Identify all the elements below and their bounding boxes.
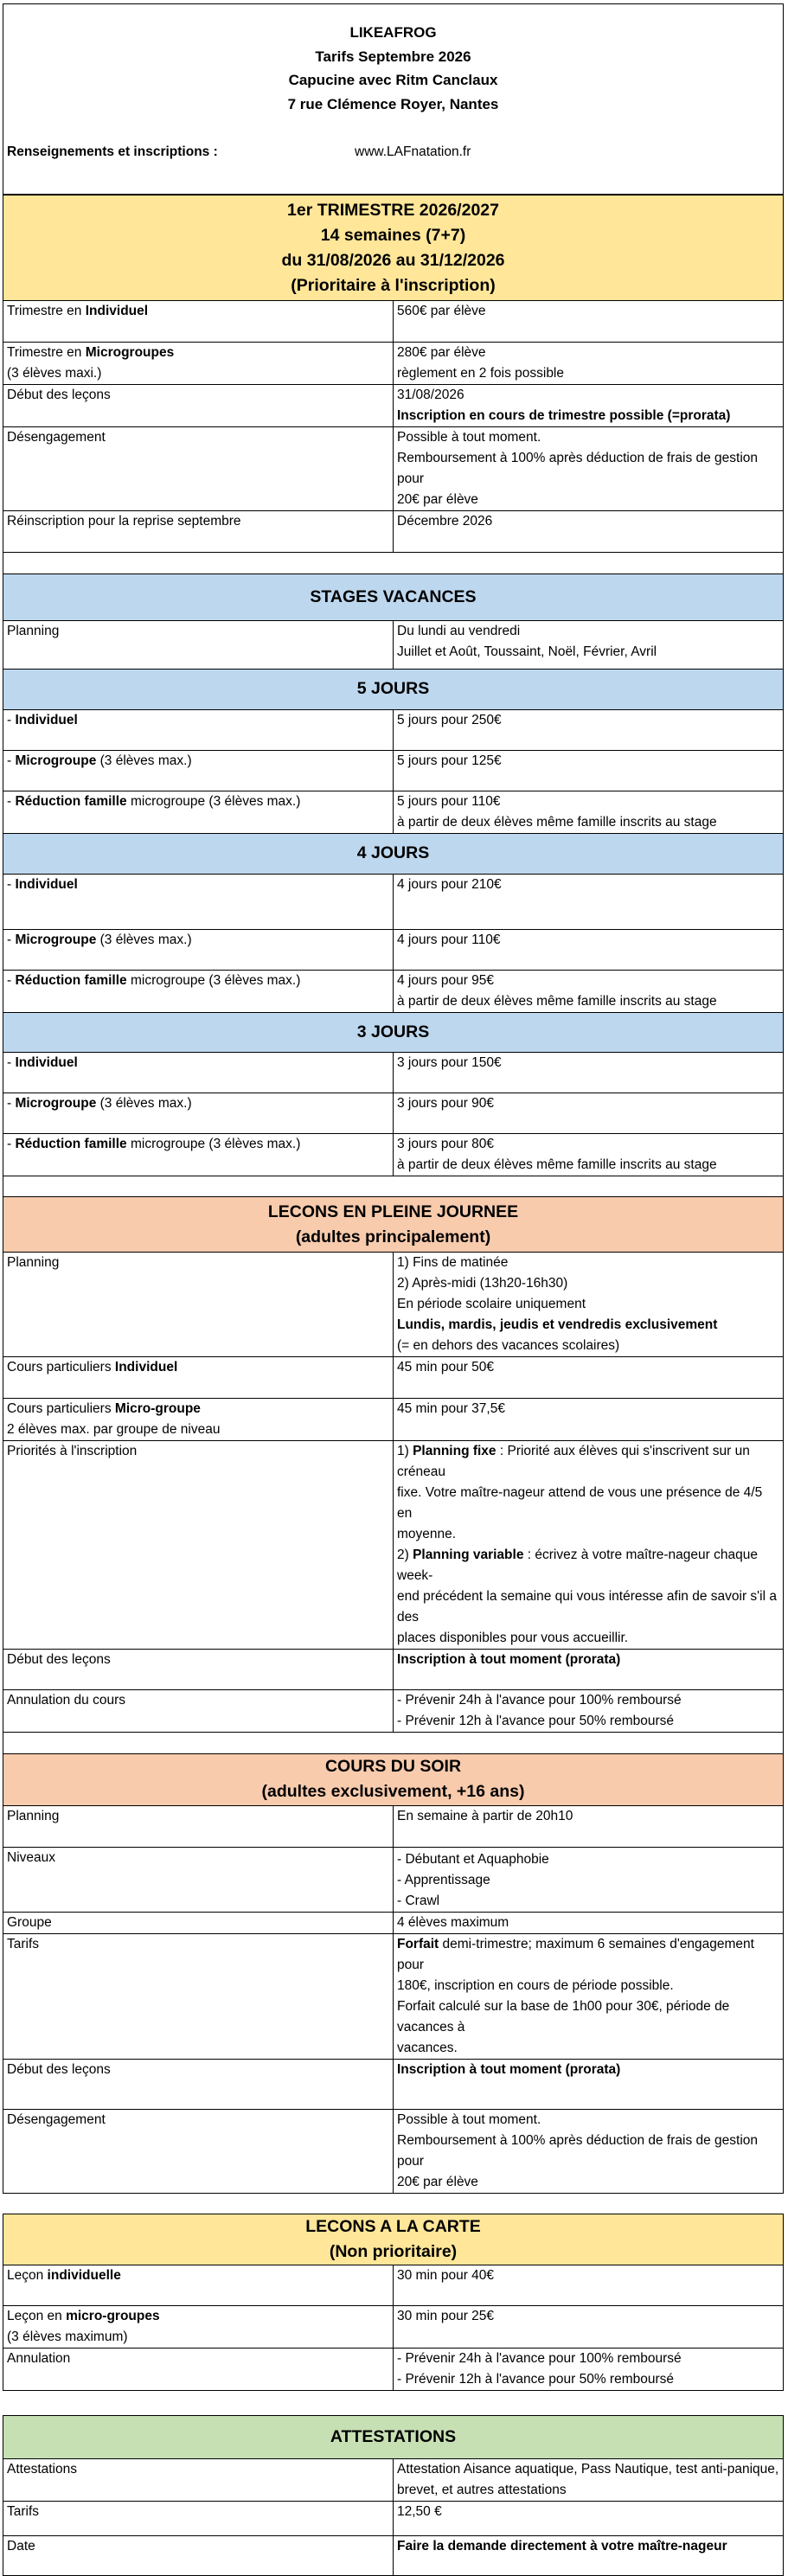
value-text: - Apprentissage: [397, 1872, 490, 1887]
row-value: [394, 874, 784, 929]
row-label: [3, 511, 394, 553]
stage-3-days-header: 3 JOURS: [3, 1012, 784, 1052]
table-row: [3, 1847, 784, 1912]
attestations-header: ATTESTATIONS: [3, 2415, 784, 2458]
label-bold: Individuel: [85, 304, 149, 318]
value-text: 4 élèves maximum: [397, 1914, 509, 1930]
row-label: [3, 1847, 394, 1912]
dash: -: [7, 1136, 16, 1151]
row-label: [3, 385, 394, 427]
table-row: [3, 1650, 784, 1690]
row-label: [3, 1093, 394, 1133]
row-value: [394, 1093, 784, 1133]
value-text: (= en dehors des vacances scolaires): [397, 1338, 620, 1353]
row-label: [3, 791, 394, 833]
label-bold: micro-groupes: [66, 2309, 160, 2323]
value-text: Possible à tout moment.: [397, 2111, 541, 2127]
label-text: Désengagement: [7, 2111, 106, 2127]
venue-name: Capucine avec Ritm Canclaux: [288, 72, 498, 88]
label-text: Tarifs: [7, 1936, 40, 1951]
row-label: [3, 2501, 394, 2535]
value-text: 3 jours pour 150€: [397, 1054, 502, 1070]
label-text: Annulation du cours: [7, 1693, 126, 1708]
row-label: [3, 2458, 394, 2501]
row-label: [3, 427, 394, 511]
soir-header: [3, 1753, 784, 1805]
table-row: [3, 343, 784, 385]
value-text: fixe. Votre maître-nageur attend de vous une présence de 4/5 en: [397, 1485, 763, 1521]
soir-table: [3, 1753, 784, 2214]
label-text: Début des leçons: [7, 2061, 111, 2077]
value-text: Remboursement à 100% après déduction de frais de gestion pour: [397, 451, 759, 486]
value-text: En semaine à partir de 20h10: [397, 1808, 573, 1823]
value-text: end précédent la semaine qui vous intéresse afin de savoir s'il a des: [397, 1589, 777, 1624]
label-text: Réinscription pour la reprise septembre: [7, 514, 241, 529]
row-label: [3, 874, 394, 929]
dash: -: [7, 932, 16, 947]
journee-header: [3, 1197, 784, 1253]
row-value: [394, 2535, 784, 2575]
value-bold: Faire la demande directement à votre maître-nageur: [397, 2538, 727, 2554]
value-text: 4 jours pour 210€: [397, 876, 502, 892]
row-value: [394, 1253, 784, 1357]
trimestre-priority: (Prioritaire à l'inscription): [291, 275, 496, 295]
row-label: [3, 970, 394, 1012]
trimestre-header: [3, 195, 784, 301]
value-note: règlement en 2 fois possible: [397, 366, 565, 381]
value-bold: Inscription à tout moment (prorata): [397, 2061, 621, 2077]
row-value: [394, 2265, 784, 2306]
row-value: [394, 1690, 784, 1733]
trimestre-title: 1er TRIMESTRE 2026/2027: [287, 200, 499, 220]
label-bold: Individuel: [15, 1054, 78, 1070]
table-row: [3, 929, 784, 970]
label-text: Planning: [7, 1808, 60, 1823]
label-text: Priorités à l'inscription: [7, 1444, 138, 1458]
row-label: [3, 929, 394, 970]
value-text: - Débutant et Aquaphobie: [397, 1851, 549, 1867]
label-bold: Individuel: [15, 876, 78, 892]
value-text: 2) Après-midi (13h20-16h30): [397, 1276, 568, 1291]
label-text: Attestations: [7, 2461, 77, 2477]
row-label: [3, 1357, 394, 1399]
value-text: Juillet et Août, Toussaint, Noël, Février, Avril: [397, 644, 657, 659]
value-text: 1): [397, 1444, 413, 1458]
value-text: 5 jours pour 110€: [397, 793, 501, 809]
label-text: Cours particuliers: [7, 1401, 115, 1416]
table-row: [3, 709, 784, 750]
label-text: Planning: [7, 1255, 60, 1270]
row-value: [394, 2501, 784, 2535]
label-text: Tarifs: [7, 2503, 40, 2519]
label-bold: Microgroupes: [85, 345, 175, 360]
table-row: [3, 1253, 784, 1357]
value-bold: Inscription à tout moment (prorata): [397, 1652, 621, 1667]
table-row: [3, 2059, 784, 2109]
table-row: [3, 750, 784, 791]
table-row: [3, 620, 784, 669]
dash: -: [7, 876, 16, 892]
row-value: [394, 2109, 784, 2193]
table-row: [3, 1093, 784, 1133]
label-bold: Individuel: [114, 1360, 178, 1375]
label-text: (3 élèves max.): [96, 1095, 192, 1111]
journee-table: [3, 1196, 784, 1753]
table-row: [3, 2109, 784, 2193]
pricing-sheet: [3, 0, 784, 2576]
value-text: En période scolaire uniquement: [397, 1297, 586, 1311]
row-label: [3, 1052, 394, 1093]
value-text: - Prévenir 12h à l'avance pour 50% remboursé: [397, 1714, 675, 1728]
label-bold: Individuel: [15, 712, 78, 727]
trimestre-dates: du 31/08/2026 au 31/12/2026: [281, 250, 505, 270]
tariff-period: Tarifs Septembre 2026: [315, 48, 471, 65]
table-row: [3, 1441, 784, 1650]
value-text: : Priorité aux élèves qui s'inscrivent sur un créneau: [397, 1444, 750, 1479]
row-value: [394, 2349, 784, 2391]
row-value: [394, 1357, 784, 1399]
label-bold: Micro-groupe: [114, 1401, 201, 1416]
row-value: [394, 343, 784, 385]
table-row: [3, 2265, 784, 2306]
table-row: [3, 2458, 784, 2501]
row-value: [394, 2306, 784, 2349]
value-text: 3 jours pour 90€: [397, 1095, 495, 1111]
value-text: Possible à tout moment.: [397, 430, 541, 445]
table-row: [3, 1805, 784, 1847]
label-text: microgroupe (3 élèves max.): [126, 972, 301, 988]
venue-address: 7 rue Clémence Royer, Nantes: [287, 95, 499, 112]
row-value: [394, 929, 784, 970]
label-bold: Microgroupe: [15, 932, 97, 947]
value-text: moyenne.: [397, 1527, 457, 1541]
header-block: [3, 3, 784, 195]
value-note: à partir de deux élèves même famille inscrits au stage: [397, 993, 717, 1009]
journee-title: LECONS EN PLEINE JOURNEE: [267, 1201, 519, 1221]
label-text: (3 élèves max.): [96, 932, 192, 947]
value-note: à partir de deux élèves même famille inscrits au stage: [397, 1157, 717, 1172]
label-text: Désengagement: [7, 430, 106, 445]
row-label: [3, 343, 394, 385]
row-label: [3, 1805, 394, 1847]
soir-subtitle: (adultes exclusivement, +16 ans): [261, 1782, 525, 1801]
table-row: [3, 385, 784, 427]
spacer: [3, 1733, 784, 1753]
stage-4-days-header: 4 JOURS: [3, 833, 784, 874]
row-value: [394, 511, 784, 553]
value-text: Remboursement à 100% après déduction de frais de gestion pour: [397, 2132, 759, 2169]
value-text: 280€ par élève: [397, 345, 486, 360]
trimestre-weeks: 14 semaines (7+7): [320, 225, 466, 245]
table-row: [3, 301, 784, 343]
spacer: [3, 2193, 784, 2214]
row-value: [394, 385, 784, 427]
row-label: [3, 2535, 394, 2575]
row-value: [394, 709, 784, 750]
row-value: [394, 1133, 784, 1176]
table-row: [3, 874, 784, 929]
label-text: Début des leçons: [7, 388, 111, 402]
table-row: [3, 970, 784, 1012]
label-bold: Réduction famille: [15, 793, 127, 809]
row-value: [394, 1052, 784, 1093]
dash: -: [7, 972, 16, 988]
value-bold: Planning fixe: [413, 1444, 497, 1458]
value-text: 12,50 €: [397, 2503, 442, 2519]
attestations-table: [3, 2415, 784, 2576]
row-label: [3, 2059, 394, 2109]
label-text: microgroupe (3 élèves max.): [126, 793, 301, 809]
label-note: 2 élèves max. par groupe de niveau: [7, 1422, 221, 1437]
value-text: Décembre 2026: [397, 514, 493, 529]
carte-title: LECONS A LA CARTE: [305, 2217, 481, 2236]
value-text: brevet, et autres attestations: [397, 2482, 567, 2497]
row-label: [3, 2265, 394, 2306]
row-label: [3, 1690, 394, 1733]
stage-5-days-header: 5 JOURS: [3, 669, 784, 709]
dash: -: [7, 1054, 16, 1070]
row-label: [3, 750, 394, 791]
table-row: [3, 511, 784, 553]
row-label: [3, 2109, 394, 2193]
label-bold: Réduction famille: [15, 972, 127, 988]
row-label: [3, 1399, 394, 1441]
row-value: [394, 301, 784, 343]
table-row: [3, 1912, 784, 1933]
dash: -: [7, 793, 16, 809]
value-text: 30 min pour 40€: [397, 2268, 495, 2283]
spacer: [3, 2391, 784, 2415]
value-text: places disponibles pour vous accueillir.: [397, 1631, 629, 1645]
value-text: 5 jours pour 250€: [397, 712, 502, 727]
value-text: 4 jours pour 95€: [397, 972, 495, 988]
dash: -: [7, 753, 16, 768]
table-row: [3, 2535, 784, 2575]
label-note: (3 élèves maximum): [7, 2329, 128, 2344]
value-bold: Forfait: [397, 1936, 439, 1951]
label-bold: Microgroupe: [15, 753, 97, 768]
value-text: Du lundi au vendredi: [397, 623, 521, 638]
label-text: Leçon en: [7, 2309, 67, 2323]
journee-subtitle: (adultes principalement): [295, 1227, 491, 1246]
label-bold: Microgroupe: [15, 1095, 97, 1111]
label-text: Leçon: [7, 2268, 48, 2283]
value-text: - Prévenir 24h à l'avance pour 100% remboursé: [397, 1693, 682, 1708]
value-bold: Inscription en cours de trimestre possible (=prorata): [397, 408, 731, 423]
row-value: [394, 2458, 784, 2501]
value-text: : écrivez à votre maître-nageur chaque week-: [397, 1548, 758, 1583]
table-row: [3, 791, 784, 833]
row-value: [394, 2059, 784, 2109]
table-row: [3, 1052, 784, 1093]
label-text: Trimestre en: [7, 345, 86, 360]
soir-title: COURS DU SOIR: [324, 1757, 462, 1776]
row-label: [3, 1133, 394, 1176]
row-label: [3, 2349, 394, 2391]
row-value: [394, 1399, 784, 1441]
table-row: [3, 2501, 784, 2535]
value-text: 2): [397, 1548, 413, 1562]
label-text: Cours particuliers: [7, 1360, 115, 1375]
value-text: demi-trimestre; maximum 6 semaines d'engagement pour: [397, 1936, 754, 1972]
value-text: 30 min pour 25€: [397, 2309, 495, 2323]
label-text: Niveaux: [7, 1849, 55, 1865]
label-text: Date: [7, 2538, 35, 2554]
row-value: [394, 1805, 784, 1847]
table-row: [3, 1133, 784, 1176]
row-label: [3, 2306, 394, 2349]
website-link[interactable]: www.LAFnatation.fr: [355, 144, 471, 159]
value-text: 45 min pour 37,5€: [397, 1401, 505, 1416]
row-label: [3, 1253, 394, 1357]
label-text: Trimestre en: [7, 304, 86, 318]
value-text: - Crawl: [397, 1893, 440, 1908]
stages-table: [3, 574, 784, 1197]
carte-table: [3, 2214, 784, 2415]
table-row: [3, 2349, 784, 2391]
label-text: Planning: [7, 623, 60, 638]
value-text: vacances.: [397, 2040, 458, 2055]
carte-header: [3, 2214, 784, 2265]
value-text: 3 jours pour 80€: [397, 1136, 495, 1151]
value-text: 45 min pour 50€: [397, 1360, 495, 1375]
value-note: à partir de deux élèves même famille inscrits au stage: [397, 814, 717, 830]
dash: -: [7, 712, 16, 727]
row-label: [3, 1650, 394, 1690]
value-text: 5 jours pour 125€: [397, 753, 502, 768]
trimestre-table: [3, 195, 784, 574]
row-label: [3, 1441, 394, 1650]
value-text: - Prévenir 12h à l'avance pour 50% remboursé: [397, 2372, 675, 2387]
table-row: [3, 427, 784, 511]
value-text: Forfait calculé sur la base de 1h00 pour 30€, période de vacances à: [397, 1998, 730, 2035]
value-text: 20€ par élève: [397, 492, 478, 507]
row-value: [394, 1847, 784, 1912]
label-bold: individuelle: [47, 2268, 121, 2283]
table-row: [3, 1357, 784, 1399]
value-bold: Planning variable: [413, 1548, 524, 1562]
value-text: - Prévenir 24h à l'avance pour 100% remboursé: [397, 2351, 682, 2366]
label-text: Début des leçons: [7, 1652, 111, 1667]
company-name: LIKEAFROG: [349, 24, 437, 41]
row-value: [394, 970, 784, 1012]
label-text: microgroupe (3 élèves max.): [126, 1136, 301, 1151]
row-label: [3, 1933, 394, 2059]
row-value: [394, 427, 784, 511]
label-text: Annulation: [7, 2351, 71, 2366]
row-label: [3, 1912, 394, 1933]
carte-subtitle: (Non prioritaire): [329, 2242, 458, 2261]
row-label: [3, 709, 394, 750]
row-value: [394, 791, 784, 833]
spacer: [3, 1176, 784, 1196]
row-value: [394, 1912, 784, 1933]
value-text: 560€ par élève: [397, 304, 486, 318]
spacer: [3, 553, 784, 574]
row-label: [3, 301, 394, 343]
label-text: (3 élèves max.): [96, 753, 192, 768]
label-note: (3 élèves maxi.): [7, 366, 102, 381]
value-text: 20€ par élève: [397, 2174, 478, 2189]
row-value: [394, 1650, 784, 1690]
table-row: [3, 1690, 784, 1733]
table-row: [3, 2306, 784, 2349]
value-text: Attestation Aisance aquatique, Pass Nautique, test anti-panique,: [397, 2461, 779, 2477]
label-text: Groupe: [7, 1914, 52, 1930]
value-text: 4 jours pour 110€: [397, 932, 501, 947]
dash: -: [7, 1095, 16, 1111]
info-label: Renseignements et inscriptions :: [7, 144, 218, 159]
row-label: [3, 620, 394, 669]
row-value: [394, 620, 784, 669]
row-value: [394, 1933, 784, 2059]
value-text: 1) Fins de matinée: [397, 1255, 509, 1270]
row-value: [394, 1441, 784, 1650]
label-bold: Réduction famille: [15, 1136, 127, 1151]
value-bold: Lundis, mardis, jeudis et vendredis exclusivement: [397, 1317, 718, 1332]
value-text: 180€, inscription en cours de période possible.: [397, 1977, 674, 1993]
table-row: [3, 1933, 784, 2059]
value-text: 31/08/2026: [397, 388, 464, 402]
row-value: [394, 750, 784, 791]
table-row: [3, 1399, 784, 1441]
stages-header: STAGES VACANCES: [3, 574, 784, 620]
